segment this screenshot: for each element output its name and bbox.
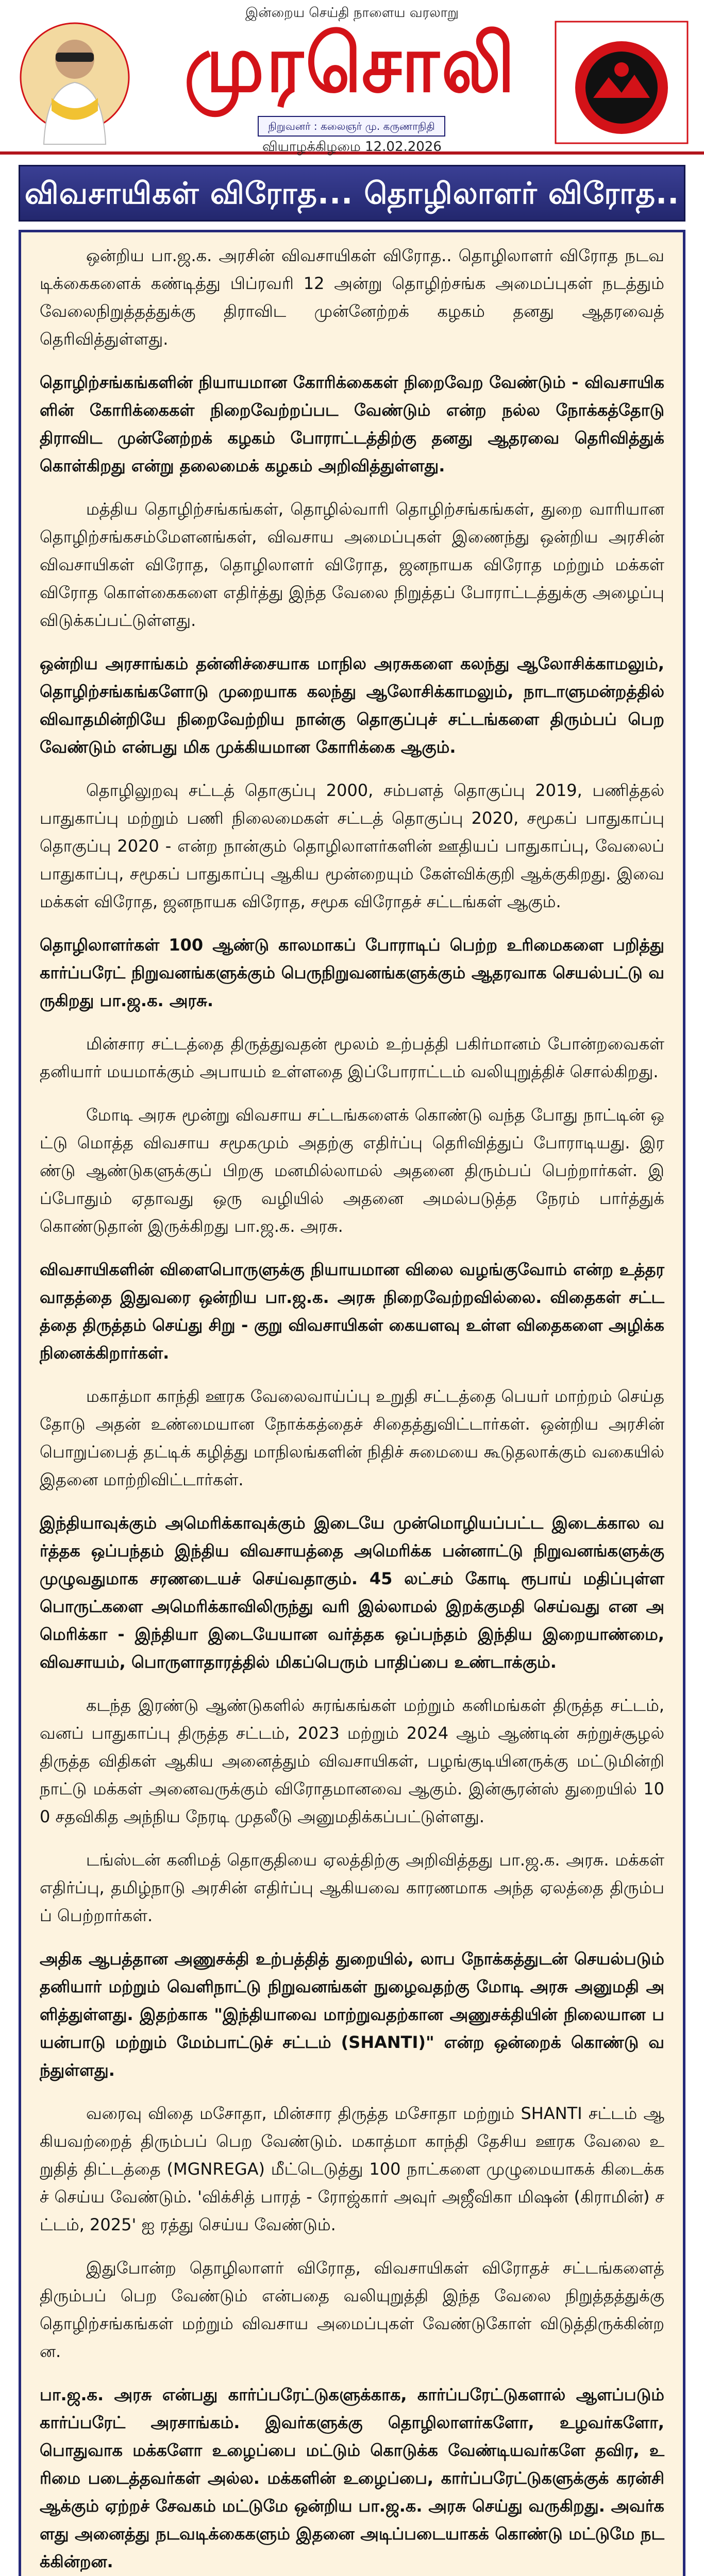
tagline: இன்றைய செய்தி நாளைய வரலாறு: [245, 5, 459, 21]
rising-sun-emblem-icon: [555, 21, 689, 144]
leader-portrait-icon: [15, 21, 134, 147]
article-paragraph: மின்சார சட்டத்தை திருத்துவதன் மூலம் உற்பத்தி பகிர்மானம் போன்றவைகள் தனியார் மயமாக்கும் அபாயம் உள்ளதை இப்போராட்டம் வலியுறுத்திச் சொல்கிறது.: [40, 1034, 664, 1081]
article-paragraph: கடந்த இரண்டு ஆண்டுகளில் சுரங்கங்கள் மற்றும் கனிமங்கள் திருத்த சட்டம், வனப் பாதுகாப்பு திருத்த சட்டம், 2023 மற்றும் 2024 ஆம் ஆண்டின் சுற்றுச்சூழல் திருத்த விதிகள் ஆகிய அனைத்தும் விவசாயிகள், பழங்குடியினருக்கு மட்டுமின்றி நாட்டு மக்கள் அனைவருக்கும் விரோதமானவை ஆகும். இன்சூரன்ஸ் துறையில் 100 சதவிகித அந்நிய நேரடி முதலீடு அனுமதிக்கப்பட்டுள்ளது.: [40, 1696, 664, 1826]
article-paragraph: இந்தியாவுக்கும் அமெரிக்காவுக்கும் இடையே முன்மொழியப்பட்ட இடைக்கால வர்த்தக ஒப்பந்தம் இந்திய விவசாயத்தை அமெரிக்க பன்னாட்டு நிறுவனங்களுக்கு முழுவதுமாக சரணடையச் செய்வதாகும். 45 லட்சம் கோடி ரூபாய் மதிப்புள்ள பொருட்களை அமெரிக்காவிலிருந்து வரி இல்லாமல் இறக்குமதி செய்வது என அமெரிக்கா - இந்தியா இடையேயான வர்த்தக ஒப்பந்தம் இந்திய இறையாண்மை, விவசாயம், பொருளாதாரத்தில் மிகப்பெரும் பாதிப்பை உண்டாக்கும்.: [40, 1513, 665, 1672]
masthead: [0, 0, 704, 155]
article-paragraph: வரைவு விதை மசோதா, மின்சார திருத்த மசோதா மற்றும் SHANTI சட்டம் ஆகியவற்றைத் திரும்பப் பெற வேண்டும். மகாத்மா காந்தி தேசிய ஊரக வேலை உறுதித் திட்டத்தை (MGNREGA) மீட்டெடுத்து 100 நாட்களை முழுமையாகக் கிடைக்கச் செய்ய வேண்டும். 'விக்சித் பாரத் - ரோஜ்கார் அவுர் அஜீவிகா மிஷன் (கிராமின்) சட்டம், 2025' ஐ ரத்து செய்ய வேண்டும்.: [40, 2104, 665, 2234]
headline-banner: விவசாயிகள் விரோத... தொழிலாளர் விரோத..: [19, 165, 685, 222]
founder-line: நிறுவனர் : கலைஞர் மு. கருணாநிதி: [258, 116, 445, 137]
masthead-title-wrap: [170, 18, 531, 111]
article-paragraph: தொழிலாளர்கள் 100 ஆண்டு காலமாகப் போராடிப் பெற்ற உரிமைகளை பறித்து கார்ப்பரேட் நிறுவனங்களுக்கும் பெருநிறுவனங்களுக்கும் ஆதரவாக செயல்பட்டு வருகிறது பா.ஜ.க. அரசு.: [40, 935, 664, 1010]
article-paragraph: மகாத்மா காந்தி ஊரக வேலைவாய்ப்பு உறுதி சட்டத்தை பெயர் மாற்றம் செய்ததோடு அதன் உண்மையான நோக்கத்தைச் சிதைத்துவிட்டார்கள். ஒன்றிய அரசின் பொறுப்பைத் தட்டிக் கழித்து மாநிலங்களின் நிதிச் சுமையை கூடுதலாக்கும் வகையில் இதனை மாற்றிவிட்டார்கள்.: [40, 1386, 664, 1489]
article-paragraph: அதிக ஆபத்தான அணுசக்தி உற்பத்தித் துறையில், லாப நோக்கத்துடன் செயல்படும் தனியார் மற்றும் வெளிநாட்டு நிறுவனங்கள் நுழைவதற்கு மோடி அரசு அனுமதி அளித்துள்ளது. இதற்காக "இந்தியாவை மாற்றுவதற்கான அணுசக்தியின் நிலையான பயன்பாடு மற்றும் மேம்பாட்டுச் சட்டம் (SHANTI)" என்ற ஒன்றைக் கொண்டு வந்துள்ளது.: [40, 1949, 664, 2080]
article-paragraph: பா.ஜ.க. அரசு என்பது கார்ப்பரேட்டுகளுக்காக, கார்ப்பரேட்டுகளால் ஆளப்படும் கார்ப்பரேட் அரசாங்கம். இவர்களுக்கு தொழிலாளர்களோ, உழவர்களோ, பொதுவாக மக்களோ உழைப்பை மட்டும் கொடுக்க வேண்டியவர்களே தவிர, உரிமை படைத்தவர்கள் அல்ல. மக்களின் உழைப்பை, கார்ப்பரேட்டுகளுக்குக் கரன்சி ஆக்கும் ஏற்றச் சேவகம் மட்டுமே ஒன்றிய பா.ஜ.க. அரசு செய்து வருகிறது. அவர்களது அனைத்து நடவடிக்கைகளும் இதனை அடிப்படையாகக் கொண்டு மட்டுமே நடக்கின்றன.: [40, 2385, 664, 2571]
article-paragraph: மத்திய தொழிற்சங்கங்கள், தொழில்வாரி தொழிற்சங்கங்கள், துறை வாரியான தொழிற்சங்கசம்மேளனங்கள், விவசாய அமைப்புகள் இணைந்து ஒன்றிய அரசின் விவசாயிகள் விரோத, தொழிலாளர் விரோத, ஜனநாயக விரோத மற்றும் மக்கள் விரோத கொள்கைகளை எதிர்த்து இந்த வேலை நிறுத்தப் போராட்டத்துக்கு அழைப்பு விடுக்கப்பட்டுள்ளது.: [40, 499, 665, 630]
article-body: [19, 230, 685, 2576]
issue-date: வியாழக்கிழமை 12.02.2026: [262, 139, 442, 155]
article-paragraph: மோடி அரசு மூன்று விவசாய சட்டங்களைக் கொண்டு வந்த போது நாட்டின் ஒட்டு மொத்த விவசாய சமூகமும் அதற்கு எதிர்ப்பு தெரிவித்துப் போராடியது. இரண்டு ஆண்டுகளுக்குப் பிறகு மனமில்லாமல் அதனை திரும்பப் பெற்றார்கள். இப்போதும் ஏதாவது ஒரு வழியில் அதனை அமல்படுத்த நேரம் பார்த்துக் கொண்டுதான் இருக்கிறது பா.ஜ.க. அரசு.: [40, 1105, 665, 1236]
article-paragraph: இதுபோன்ற தொழிலாளர் விரோத, விவசாயிகள் விரோதச் சட்டங்களைத் திரும்பப் பெற வேண்டும் என்பதை வலியுறுத்தி இந்த வேலை நிறுத்தத்துக்கு தொழிற்சங்கங்கள் மற்றும் விவசாய அமைப்புகள் வேண்டுகோள் விடுத்திருக்கின்றன.: [40, 2258, 664, 2361]
article-paragraph: ஒன்றிய அரசாங்கம் தன்னிச்சையாக மாநில அரசுகளை கலந்து ஆலோசிக்காமலும், தொழிற்சங்கங்களோடு முறையாக கலந்து ஆலோசிக்காமலும், நாடாளுமன்றத்தில் விவாதமின்றியே நிறைவேற்றிய நான்கு தொகுப்புச் சட்டங்களை திரும்பப் பெற வேண்டும் என்பது மிக முக்கியமான கோரிக்கை ஆகும்.: [40, 654, 664, 757]
article-paragraph: டங்ஸ்டன் கனிமத் தொகுதியை ஏலத்திற்கு அறிவித்தது பா.ஜ.க. அரசு. மக்கள் எதிர்ப்பு, தமிழ்நாடு அரசின் எதிர்ப்பு ஆகியவை காரணமாக அந்த ஏலத்தை திரும்பப் பெற்றார்கள்.: [40, 1850, 664, 1925]
article-paragraph: விவசாயிகளின் விளைபொருளுக்கு நியாயமான விலை வழங்குவோம் என்ற உத்தரவாதத்தை இதுவரை ஒன்றிய பா.ஜ.க. அரசு நிறைவேற்றவில்லை. விதைகள் சட்டத்தை திருத்தம் செய்து சிறு - குறு விவசாயிகள் கையளவு உள்ள விதைகளை அழிக்க நினைக்கிறார்கள்.: [40, 1260, 665, 1363]
article-paragraph: தொழிலுறவு சட்டத் தொகுப்பு 2000, சம்பளத் தொகுப்பு 2019, பணித்தல் பாதுகாப்பு மற்றும் பணி நிலைமைகள் சட்டத் தொகுப்பு 2020, சமூகப் பாதுகாப்பு தொகுப்பு 2020 - என்ற நான்கும் தொழிலாளர்களின் ஊதியப் பாதுகாப்பு, வேலைப் பாதுகாப்பு, சமூகப் பாதுகாப்பு ஆகிய மூன்றையும் கேள்விக்குறி ஆக்குகிறது. இவை மக்கள் விரோத, ஜனநாயக விரோத, சமூக விரோதச் சட்டங்கள் ஆகும்.: [40, 781, 664, 911]
article-paragraph: ஒன்றிய பா.ஜ.க. அரசின் விவசாயிகள் விரோத.. தொழிலாளர் விரோத நடவடிக்கைகளைக் கண்டித்து பிப்ரவரி 12 அன்று தொழிற்சங்க அமைப்புகள் நடத்தும் வேலைநிறுத்தத்துக்கு திராவிட முன்னேற்றக் கழகம் தனது ஆதரவைத் தெரிவித்துள்ளது.: [40, 246, 664, 349]
masthead-title: முரசொலி: [184, 18, 517, 111]
article-paragraph: தொழிற்சங்கங்களின் நியாயமான கோரிக்கைகள் நிறைவேற வேண்டும் - விவசாயிகளின் கோரிக்கைகள் நிறைவேற்றப்பட வேண்டும் என்ற நல்ல நோக்கத்தோடு திராவிட முன்னேற்றக் கழகம் போராட்டத்திற்கு தனது ஆதரவை தெரிவித்துக் கொள்கிறது என்று தலைமைக் கழகம் அறிவித்துள்ளது.: [40, 372, 664, 476]
